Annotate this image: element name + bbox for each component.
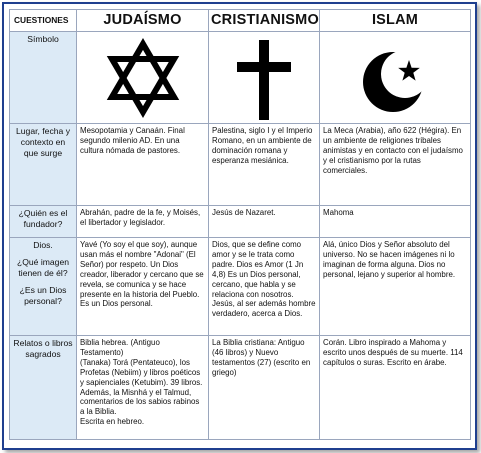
row-libros: [10, 336, 471, 440]
page-frame: [2, 2, 477, 450]
fundador-judaismo: Abrahán, padre de la fe, y Moisés, el libertador y legislador.: [77, 206, 209, 238]
row-lugar: [10, 124, 471, 206]
libros-judaismo-2: (Tanaka) Torá (Pentateuco), los Profetas (Nebiim) y libros poéticos y sapienciales (Ketubim). 39 libros.: [80, 357, 203, 387]
label-dios-1: Dios.: [33, 240, 53, 250]
libros-cristianismo: La Biblia cristiana: Antiguo (46 libros) y Nuevo testamentos (27) (escrito en griego): [209, 336, 320, 440]
dios-judaismo: Yavé (Yo soy el que soy), aunque usan más el nombre "Adonai" (El Señor) por respeto. Un Dios creador, liberador y cercano que se revela, se comunica y se hace presente en la historia del Pueblo. Es un Dios personal.: [77, 238, 209, 336]
row-fundador: [10, 206, 471, 238]
label-simbolo: Símbolo: [10, 32, 77, 124]
libros-judaismo-1: Biblia hebrea. (Antiguo Testamento): [80, 338, 160, 357]
libros-judaismo: [77, 336, 209, 440]
header-islam: ISLAM: [320, 10, 471, 32]
label-lugar: Lugar, fecha y contexto en que surge: [10, 124, 77, 206]
latin-cross-icon: [234, 38, 294, 122]
label-dios-2: ¿Qué imagen tienen de él?: [16, 257, 70, 278]
label-dios: [10, 238, 77, 336]
star-of-david-icon: [103, 38, 183, 118]
row-simbolo: [10, 32, 471, 124]
symbol-judaismo: [77, 32, 209, 124]
header-row: [10, 10, 471, 32]
crescent-and-star-icon: [355, 38, 435, 118]
religions-table: [9, 9, 471, 440]
fundador-islam: Mahoma: [320, 206, 471, 238]
dios-islam: Alá, único Dios y Señor absoluto del universo. No se hacen imágenes ni lo imaginan de forma alguna. Dios no personal, lejano y superior al hombre.: [320, 238, 471, 336]
header-cristianismo: CRISTIANISMO: [209, 10, 320, 32]
row-dios: [10, 238, 471, 336]
symbol-islam: [320, 32, 471, 124]
symbol-cristianismo: [209, 32, 320, 124]
libros-judaismo-4: Escrita en hebreo.: [80, 417, 145, 427]
lugar-cristianismo: Palestina, siglo I y el Imperio Romano, en un ambiente de dominación romana y esperanza mesiánica.: [209, 124, 320, 206]
libros-judaismo-3: Además, la Misnhá y el Talmud, comentarios de los sabios rabinos a la Biblia.: [80, 387, 200, 417]
header-judaismo: JUDAÍSMO: [77, 10, 209, 32]
libros-islam: Corán. Libro inspirado a Mahoma y escrito unos después de su muerte. 114 capítulos o suras. Escrito en árabe.: [320, 336, 471, 440]
label-fundador: ¿Quién es el fundador?: [10, 206, 77, 238]
header-cuestiones: CUESTIONES: [10, 10, 77, 32]
dios-cristianismo: Dios, que se define como amor y se le trata como padre. Dios es Amor (1 Jn 4,8) Es un Dios personal, cercano, que habla y se relaciona con nosotros. Jesús, al ser además hombre verdadero, acerca a Dios.: [209, 238, 320, 336]
label-libros: Relatos o libros sagrados: [10, 336, 77, 440]
label-dios-3: ¿Es un Dios personal?: [19, 285, 67, 306]
fundador-cristianismo: Jesús de Nazaret.: [209, 206, 320, 238]
lugar-judaismo: Mesopotamia y Canaán. Final segundo milenio AD. En una cultura nómada de pastores.: [77, 124, 209, 206]
lugar-islam: La Meca (Arabia), año 622 (Hégira). En un ambiente de religiones tribales animistas y en contacto con el judaísmo y el cristianismo por la rutas comerciales.: [320, 124, 471, 206]
